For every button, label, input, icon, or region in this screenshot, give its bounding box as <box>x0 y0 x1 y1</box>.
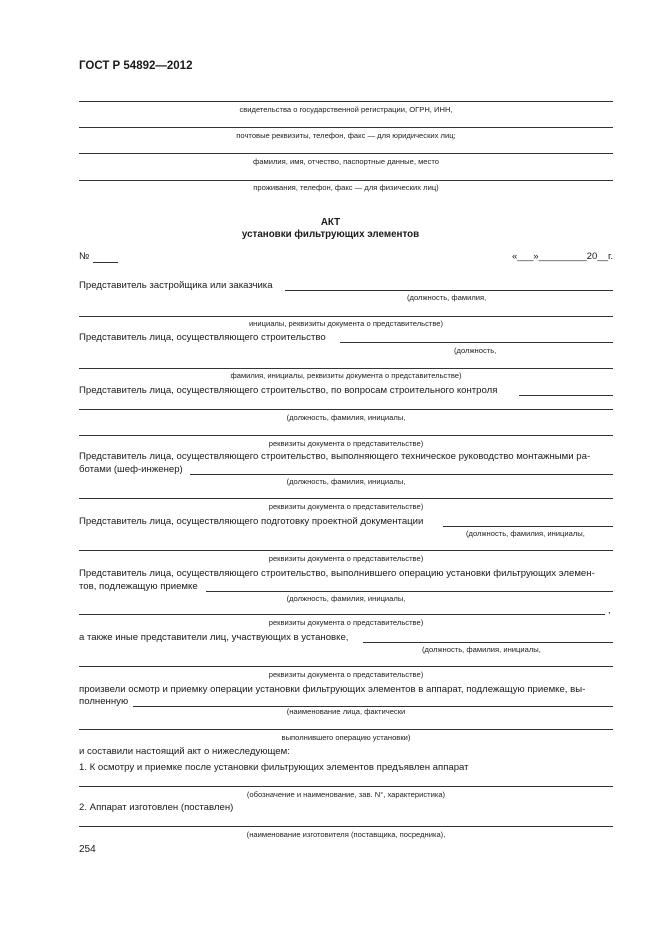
inspection-text-cont: полненную <box>79 696 129 707</box>
fill-line <box>79 786 613 787</box>
field-caption: (должность, фамилия, инициалы, <box>286 413 406 422</box>
fill-line <box>79 435 613 436</box>
fill-line <box>79 153 613 154</box>
tech-rep-label: Представитель лица, осуществляющего строительство, выполняющего техническое руководство монтажными ра- <box>79 451 591 462</box>
page-number: 254 <box>79 844 96 855</box>
field-caption: (должность, <box>454 346 497 355</box>
act-subtitle: установки фильтрующих элементов <box>241 229 420 240</box>
document-standard-header: ГОСТ Р 54892—2012 <box>79 60 193 72</box>
fill-line <box>79 368 613 369</box>
fill-line <box>79 409 613 410</box>
builder-rep-label: Представитель лица, осуществляющего строительство <box>79 332 326 343</box>
fill-line <box>79 729 613 730</box>
fill-line <box>79 101 613 102</box>
customer-rep-label: Представитель застройщика или заказчика <box>79 280 273 291</box>
trailing-comma: , <box>608 605 611 616</box>
field-caption: (должность, фамилия, инициалы, <box>466 529 585 538</box>
field-caption: выполнившего операцию установки) <box>281 733 411 742</box>
fill-line <box>206 591 613 592</box>
field-caption: реквизиты документа о представительстве) <box>268 439 424 448</box>
field-caption: свидетельства о государственной регистрации, ОГРН, ИНН, <box>239 105 453 114</box>
item-1-text: 1. К осмотру и приемке после установки фильтрующих элементов предъявлен аппарат <box>79 762 469 773</box>
control-rep-label: Представитель лица, осуществляющего строительство, по вопросам строительного контроля <box>79 385 498 396</box>
act-number-label: № <box>79 251 90 262</box>
fill-line <box>79 316 613 317</box>
field-caption: реквизиты документа о представительстве) <box>268 618 424 627</box>
field-caption: фамилия, имя, отчество, паспортные данные, место <box>253 157 439 166</box>
fill-line <box>79 127 613 128</box>
field-caption: реквизиты документа о представительстве) <box>268 670 424 679</box>
field-caption: почтовые реквизиты, телефон, факс — для юридических лиц; <box>236 131 456 140</box>
field-caption: (должность, фамилия, инициалы, <box>286 477 406 486</box>
field-caption: реквизиты документа о представительстве) <box>268 554 424 563</box>
field-caption: инициалы, реквизиты документа о представительстве) <box>248 319 444 328</box>
fill-line <box>79 550 613 551</box>
item-2-text: 2. Аппарат изготовлен (поставлен) <box>79 802 234 813</box>
fill-line <box>285 290 613 291</box>
fill-line <box>79 180 613 181</box>
inspection-text: произвели осмотр и приемку операции установки фильтрующих элементов в аппарат, подлежащую приемке, вы- <box>79 684 586 695</box>
fill-line <box>190 474 613 475</box>
act-date: «___»_________20__г. <box>511 251 613 262</box>
fill-line <box>79 498 613 499</box>
field-caption: фамилия, инициалы, реквизиты документа о представительстве) <box>230 371 462 380</box>
field-caption: (обозначение и наименование, зав. N°, характеристика) <box>246 790 446 799</box>
design-rep-label: Представитель лица, осуществляющего подготовку проектной документации <box>79 516 424 527</box>
field-caption: проживания, телефон, факс — для физических лиц) <box>253 183 439 192</box>
installer-rep-label: Представитель лица, осуществляющего строительство, выполнившего операцию установки фильтрующих элемен- <box>79 568 595 579</box>
field-caption: (наименование изготовителя (поставщика, посредника), <box>246 830 446 839</box>
field-caption: реквизиты документа о представительстве) <box>268 502 424 511</box>
act-number-line <box>93 262 118 263</box>
fill-line <box>79 614 605 615</box>
tech-rep-label-cont: ботами (шеф-инженер) <box>79 464 183 475</box>
fill-line <box>443 526 613 527</box>
act-title: АКТ <box>320 217 341 228</box>
field-caption: (должность, фамилия, инициалы, <box>422 645 541 654</box>
field-caption: (наименование лица, фактически <box>286 707 406 716</box>
fill-line <box>340 342 613 343</box>
other-reps-label: а также иные представители лиц, участвующих в установке, <box>79 632 349 643</box>
fill-line <box>363 642 613 643</box>
fill-line <box>519 395 613 396</box>
field-caption: (должность, фамилия, инициалы, <box>286 594 406 603</box>
fill-line <box>79 666 613 667</box>
compose-text: и составили настоящий акт о нижеследующем: <box>79 746 290 757</box>
fill-line <box>79 826 613 827</box>
installer-rep-label-cont: тов, подлежащую приемке <box>79 581 198 592</box>
field-caption: (должность, фамилия, <box>407 293 487 302</box>
